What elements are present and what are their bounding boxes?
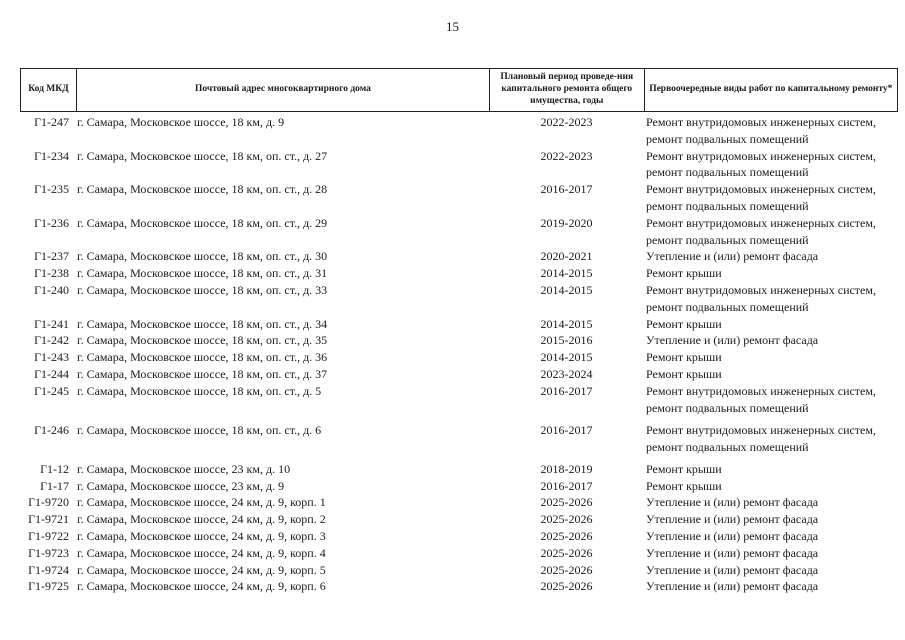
cell-period: 2025-2026	[540, 512, 593, 527]
cell-period: 2014-2015	[540, 282, 593, 297]
header-code: Код МКД	[28, 84, 69, 95]
cell-works: Ремонт крыши	[646, 366, 722, 381]
cell-works: Утепление и (или) ремонт фасада	[646, 528, 819, 543]
cell-works: Ремонт внутридомовых инженерных систем, ремонт подвальных помещений	[646, 282, 876, 314]
cell-code: Г1-234	[34, 148, 69, 163]
cell-code: Г1-9724	[28, 562, 69, 577]
table-row	[20, 349, 898, 366]
cell-works: Ремонт внутридомовых инженерных систем, ремонт подвальных помещений	[646, 383, 876, 415]
cell-period: 2020-2021	[540, 249, 593, 264]
cell-works: Ремонт внутридомовых инженерных систем, ремонт подвальных помещений	[646, 422, 876, 454]
cell-address: г. Самара, Московское шоссе, 24 км, д. 9, корп. 1	[77, 495, 326, 510]
cell-address: г. Самара, Московское шоссе, 18 км, оп. ст., д. 36	[77, 350, 328, 365]
cell-period: 2016-2017	[540, 383, 593, 398]
cell-period: 2023-2024	[540, 366, 593, 381]
cell-works: Утепление и (или) ремонт фасада	[646, 545, 819, 560]
header-works: Первоочередные виды работ по капитальному ремонту*	[644, 69, 897, 111]
cell-works: Утепление и (или) ремонт фасада	[646, 333, 819, 348]
cell-address: г. Самара, Московское шоссе, 18 км, оп. ст., д. 31	[77, 266, 328, 281]
cell-address: г. Самара, Московское шоссе, 23 км, д. 9	[77, 478, 285, 493]
cell-works: Ремонт внутридомовых инженерных систем, ремонт подвальных помещений	[646, 115, 876, 146]
cell-period: 2016-2017	[540, 182, 593, 197]
cell-period: 2022-2023	[540, 148, 593, 163]
cell-period: 2025-2026	[540, 562, 593, 577]
table-row	[20, 383, 898, 422]
cell-code: Г1-244	[34, 366, 69, 381]
table-row	[20, 332, 898, 349]
cell-code: Г1-240	[34, 282, 69, 297]
table-row	[20, 248, 898, 265]
cell-works: Ремонт крыши	[646, 461, 722, 476]
cell-works: Утепление и (или) ремонт фасада	[646, 512, 819, 527]
page-number: 15	[446, 19, 459, 34]
cell-address: г. Самара, Московское шоссе, 24 км, д. 9, корп. 5	[77, 562, 326, 577]
table-row	[20, 545, 898, 562]
cell-address: г. Самара, Московское шоссе, 18 км, оп. ст., д. 35	[77, 333, 328, 348]
cell-works: Ремонт крыши	[646, 316, 722, 331]
cell-address: г. Самара, Московское шоссе, 23 км, д. 10	[77, 461, 291, 476]
table-row	[20, 265, 898, 282]
cell-works: Ремонт крыши	[646, 266, 722, 281]
table-row	[20, 422, 898, 461]
cell-address: г. Самара, Московское шоссе, 18 км, оп. ст., д. 37	[77, 366, 328, 381]
cell-address: г. Самара, Московское шоссе, 24 км, д. 9, корп. 2	[77, 512, 326, 527]
cell-address: г. Самара, Московское шоссе, 18 км, д. 9	[77, 115, 285, 129]
cell-works: Ремонт крыши	[646, 350, 722, 365]
cell-code: Г1-245	[34, 383, 69, 398]
table-row	[20, 528, 898, 545]
cell-code: Г1-241	[34, 316, 69, 331]
cell-period: 2014-2015	[540, 316, 593, 331]
cell-works: Ремонт внутридомовых инженерных систем, ремонт подвальных помещений	[646, 182, 876, 213]
cell-period: 2025-2026	[540, 579, 593, 594]
table-row	[20, 316, 898, 333]
table-row	[20, 181, 898, 215]
cell-period: 2014-2015	[540, 350, 593, 365]
header-address: Почтовый адрес многоквартирного дома	[76, 69, 489, 111]
cell-period: 2025-2026	[540, 495, 593, 510]
table-header	[20, 68, 898, 112]
table-row	[20, 215, 898, 249]
cell-code: Г1-9723	[28, 545, 69, 560]
cell-period: 2016-2017	[540, 422, 593, 437]
table-row	[20, 562, 898, 579]
table-row	[20, 366, 898, 383]
table-row	[20, 478, 898, 495]
cell-period: 2014-2015	[540, 266, 593, 281]
table-row	[20, 461, 898, 478]
cell-address: г. Самара, Московское шоссе, 18 км, оп. ст., д. 5	[77, 383, 322, 398]
cell-works: Утепление и (или) ремонт фасада	[646, 495, 819, 510]
cell-period: 2019-2020	[540, 215, 593, 230]
cell-period: 2022-2023	[540, 115, 593, 129]
cell-works: Ремонт внутридомовых инженерных систем, ремонт подвальных помещений	[646, 215, 876, 247]
cell-address: г. Самара, Московское шоссе, 18 км, оп. ст., д. 27	[77, 148, 328, 163]
table-body	[20, 114, 898, 595]
cell-code: Г1-238	[34, 266, 69, 281]
table-row	[20, 511, 898, 528]
cell-address: г. Самара, Московское шоссе, 24 км, д. 9, корп. 3	[77, 528, 326, 543]
cell-code: Г1-243	[34, 350, 69, 365]
cell-address: г. Самара, Московское шоссе, 18 км, оп. ст., д. 33	[77, 282, 328, 297]
cell-code: Г1-246	[34, 422, 69, 437]
cell-code: Г1-236	[34, 215, 69, 230]
cell-code: Г1-9721	[28, 512, 69, 527]
cell-code: Г1-9722	[28, 528, 69, 543]
cell-period: 2025-2026	[540, 545, 593, 560]
cell-code: Г1-17	[40, 478, 69, 493]
cell-code: Г1-9720	[28, 495, 69, 510]
header-period: Плановый период проведе-ния капитального ремонта общего имущества, годы	[489, 69, 644, 111]
cell-code: Г1-242	[34, 333, 69, 348]
cell-code: Г1-9725	[28, 579, 69, 594]
cell-period: 2015-2016	[540, 333, 593, 348]
table-row	[20, 148, 898, 182]
cell-works: Утепление и (или) ремонт фасада	[646, 579, 819, 594]
cell-works: Утепление и (или) ремонт фасада	[646, 249, 819, 264]
cell-period: 2016-2017	[540, 478, 593, 493]
cell-code: Г1-247	[34, 115, 69, 129]
cell-address: г. Самара, Московское шоссе, 18 км, оп. ст., д. 29	[77, 215, 328, 230]
table-row	[20, 578, 898, 595]
cell-address: г. Самара, Московское шоссе, 24 км, д. 9, корп. 4	[77, 545, 326, 560]
cell-address: г. Самара, Московское шоссе, 18 км, оп. ст., д. 28	[77, 182, 328, 197]
cell-period: 2025-2026	[540, 528, 593, 543]
cell-code: Г1-235	[34, 182, 69, 197]
cell-address: г. Самара, Московское шоссе, 18 км, оп. ст., д. 30	[77, 249, 328, 264]
cell-works: Утепление и (или) ремонт фасада	[646, 562, 819, 577]
cell-address: г. Самара, Московское шоссе, 18 км, оп. ст., д. 34	[77, 316, 328, 331]
table-row	[20, 114, 898, 148]
cell-period: 2018-2019	[540, 461, 593, 476]
cell-code: Г1-237	[34, 249, 69, 264]
cell-works: Ремонт внутридомовых инженерных систем, ремонт подвальных помещений	[646, 148, 876, 180]
table-row	[20, 494, 898, 511]
cell-address: г. Самара, Московское шоссе, 18 км, оп. ст., д. 6	[77, 422, 322, 437]
table-row	[20, 282, 898, 316]
cell-address: г. Самара, Московское шоссе, 24 км, д. 9, корп. 6	[77, 579, 326, 594]
cell-works: Ремонт крыши	[646, 478, 722, 493]
cell-code: Г1-12	[40, 461, 69, 476]
